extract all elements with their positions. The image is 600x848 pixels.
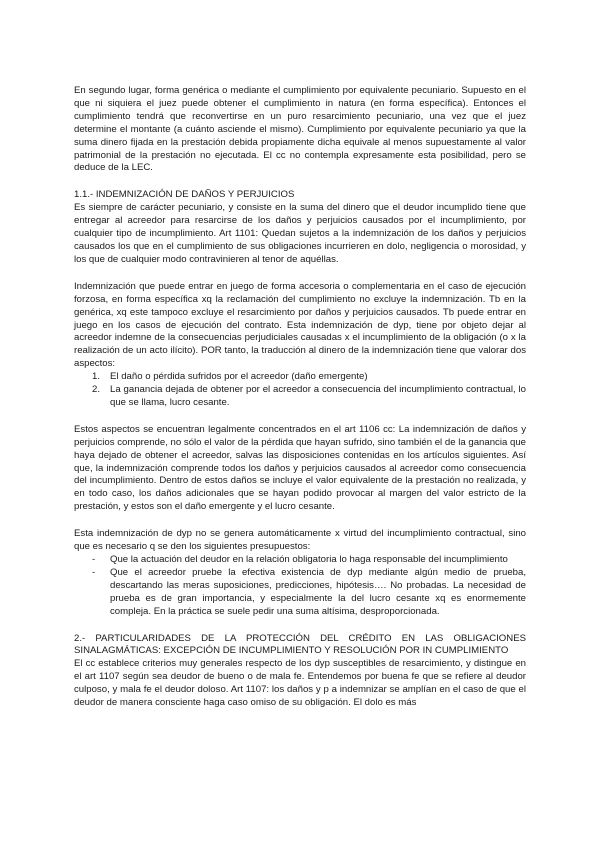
paragraph-equivalente-pecuniario: En segundo lugar, forma genérica o mediante el cumplimiento por equivalente pecuniario. Supuesto en el que ni siquiera el juez puede obtener el cumplimiento in natura (en forma específica). Entonces el cumplimiento tendrá que reconvertirse en un puro resarcimiento pecuniario, una vez que el juez determine el montante (a cuánto asciende el mismo). Cumplimiento por equivalente pecuniario ya que la suma dinero fijada en la prestación debida propiamente dicha equivale al menos supuestamente al valor patrimonial de la prestación no ejecutada. El cc no contempla expresamente esta posibilidad, pero se deduce de la LEC. bbox=[74, 85, 526, 174]
list-dash: - bbox=[92, 566, 96, 578]
numbered-list-aspectos bbox=[74, 371, 526, 410]
list-dash: - bbox=[92, 554, 96, 565]
list-item bbox=[74, 554, 526, 567]
list-number: 2. bbox=[92, 384, 101, 396]
list-item-text: Que la actuación del deudor en la relación obligatoria lo haga responsable del incumplimiento bbox=[110, 554, 508, 565]
list-item bbox=[74, 567, 526, 619]
dashed-list-presupuestos bbox=[74, 554, 526, 619]
paragraph-art-1106: Estos aspectos se encuentran legalmente concentrados en el art 1106 cc: La indemnización de daños y perjuicios comprende, no sólo el valor de la pérdida que hayan sufrido, sino también el de la ganancia que haya dejado de obtener el acreedor, salvas las disposiciones contenidas en los artículos siguientes. Así que, la indemnización comprende todos los daños y perjuicios causados al acreedor como consecuencia del incumplimiento. Dentro de estos daños se incluye el valor equivalente de la prestación no realizada, y en todo caso, los daños adicionales que se hayan podido provocar al margen del valor estricto de la prestación, y estos son el daño emergente y el lucro cesante. bbox=[74, 423, 526, 513]
list-item-text: La ganancia dejada de obtener por el acreedor a consecuencia del incumplimiento contractual, lo que se llama, lucro cesante. bbox=[110, 384, 526, 408]
list-item-text: El daño o pérdida sufridos por el acreedor (daño emergente) bbox=[110, 371, 368, 383]
list-item bbox=[74, 371, 526, 384]
list-item-text: Que el acreedor pruebe la efectiva existencia de dyp mediante algún medio de prueba, descartando las meras suposiciones, predicciones, hipótesis…. No probadas. La necesidad de prueba es de gran importancia, y especialmente la del lucro cesante xq es enormemente compleja. En la práctica se suele pedir una suma altísima, desproporcionada. bbox=[110, 566, 526, 617]
section-heading-particularidades: 2.- PARTICULARIDADES DE LA PROTECCIÓN DEL CRÉDITO EN LAS OBLIGACIONES SINALAGMÁTICAS: EXCEPCIÓN DE INCUMPLIMIENTO Y RESOLUCIÓN POR IN CUMPLIMIENTO bbox=[74, 632, 526, 657]
paragraph-indemnizacion-accesoria: Indemnización que puede entrar en juego de forma accesoria o complementaria en el caso de ejecución forzosa, en forma específica xq la reclamación del cumplimiento no excluye la indemnización. Tb en la genérica, xq este tampoco excluye el resarcimiento por daños y perjuicios causados. Tb puede entrar en juego en los casos de ejecución del contrato. Esta indemnización de dyp, tiene por objeto dejar al acreedor indemne de la consecuencias perjudiciales causadas x el incumplimiento de la obligación (o x la realización de un acto ilícito). POR tanto, la traducción al dinero de la indemnización tiene que valorar dos aspectos: bbox=[74, 280, 526, 370]
list-number: 1. bbox=[92, 371, 101, 383]
list-item bbox=[74, 384, 526, 410]
paragraph-presupuestos: Esta indemnización de dyp no se genera automáticamente x virtud del incumplimiento contractual, sino que es necesario q se den los siguientes presupuestos: bbox=[74, 528, 526, 553]
section-heading-indemnizacion: 1.1.- INDEMNIZACIÓN DE DAÑOS Y PERJUICIOS bbox=[74, 189, 295, 201]
paragraph-art-1107: El cc establece criterios muy generales respecto de los dyp susceptibles de resarcimiento, y distingue en el art 1107 según sea deudor de bueno o de mala fe. Entendemos por buena fe que se refiere al deudor culposo, y mala fe el deudor doloso. Art 1107: los daños y p a indemnizar se amplían en el caso de que el deudor de manera consciente haga caso omiso de su obligación. El dolo es más bbox=[74, 658, 526, 709]
document-body bbox=[74, 85, 526, 710]
paragraph-caracter-pecuniario: Es siempre de carácter pecuniario, y consiste en la suma del dinero que el deudor incumplido tiene que entregar al acreedor para resarcirse de los daños y perjuicios causados por el incumplimiento, por cualquier tipo de incumplimiento. Art 1101: Quedan sujetos a la indemnización de los daños y perjuicios causados los que en el cumplimiento de sus obligaciones incurrieren en dolo, negligencia o morosidad, y los que de cualquier modo contravinieren al tenor de aquéllas. bbox=[74, 202, 526, 265]
